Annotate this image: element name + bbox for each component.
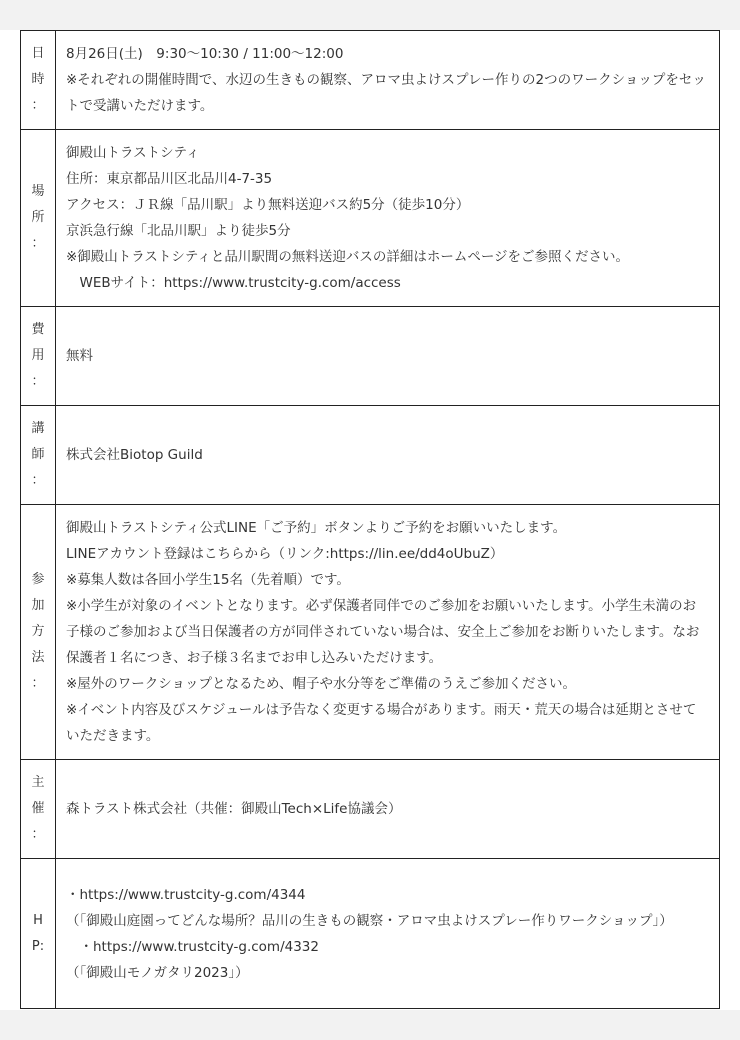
row-fee	[21, 307, 720, 406]
join-schedule-change-note: ※イベント内容及びスケジュールは予告なく変更する場合があります。雨天・荒天の場合は延期とさせていただきます。	[66, 702, 697, 744]
content-datetime	[56, 31, 720, 130]
organizer-name: 森トラスト株式会社（共催：御殿山Tech×Life協議会）	[66, 801, 402, 817]
venue-access-jr: アクセス：ＪＲ線「品川駅」より無料送迎バス約5分（徒歩10分）	[66, 197, 470, 213]
content-organizer	[56, 760, 720, 859]
row-how-to-join	[21, 505, 720, 760]
join-outdoor-note: ※屋外のワークショップとなるため、帽子や水分等をご準備のうえご参加ください。	[66, 676, 577, 692]
fee-value: 無料	[66, 348, 93, 364]
label-venue: 場 所 ：	[21, 130, 56, 307]
venue-name: 御殿山トラストシティ	[66, 145, 200, 161]
venue-bus-note: ※御殿山トラストシティと品川駅間の無料送迎バスの詳細はホームページをご参照ください。	[66, 249, 630, 265]
join-line-account-link[interactable]: LINEアカウント登録はこちらから（リンク:https://lin.ee/dd4oUbuZ）	[66, 546, 504, 562]
row-datetime	[21, 31, 720, 130]
content-venue	[56, 130, 720, 307]
content-homepage	[56, 859, 720, 1009]
homepage-link-4332[interactable]: ・https://www.trustcity-g.com/4332	[66, 938, 319, 955]
content-how-to-join	[56, 505, 720, 760]
join-capacity: ※募集人数は各回小学生15名（先着順）です。	[66, 572, 350, 588]
venue-address: 住所：東京都品川区北品川4-7-35	[66, 171, 273, 187]
content-fee	[56, 307, 720, 406]
homepage-link-4332-title: （「御殿山モノガタリ2023」）	[66, 964, 249, 981]
row-organizer	[21, 760, 720, 859]
venue-website-link[interactable]: WEBサイト：https://www.trustcity-g.com/access	[66, 275, 401, 291]
datetime-schedule: 8月26日(土) 9:30〜10:30 / 11:00〜12:00	[66, 46, 344, 62]
content-instructor	[56, 406, 720, 505]
row-instructor	[21, 406, 720, 505]
row-homepage	[21, 859, 720, 1009]
label-fee: 費 用 ：	[21, 307, 56, 406]
document-page	[0, 30, 740, 1010]
datetime-note: ※それぞれの開催時間で、水辺の生きもの観察、アロマ虫よけスプレー作りの2つのワークショップをセットで受講いただけます。	[66, 72, 706, 114]
label-instructor: 講 師 ：	[21, 406, 56, 505]
label-datetime: 日 時 ：	[21, 31, 56, 130]
label-organizer: 主 催 ：	[21, 760, 56, 859]
join-line-reservation: 御殿山トラストシティ公式LINE「ご予約」ボタンよりご予約をお願いいたします。	[66, 520, 567, 536]
venue-access-keikyu: 京浜急行線「北品川駅」より徒歩5分	[66, 223, 291, 239]
event-info-table	[20, 30, 720, 1009]
label-how-to-join: 参 加 方 法 ：	[21, 505, 56, 760]
homepage-link-4344-title: （「御殿山庭園ってどんな場所？品川の生きもの観察・アロマ虫よけスプレー作りワークショップ」）	[66, 912, 673, 929]
join-guardian-note: ※小学生が対象のイベントとなります。必ず保護者同伴でのご参加をお願いいたします。小学生未満のお子様のご参加および当日保護者の方が同伴されていない場合は、安全上ご参加をお断りいたします。なお保護者１名につき、お子様３名までお申し込みいただけます。	[66, 598, 700, 666]
instructor-name: 株式会社Biotop Guild	[66, 447, 203, 463]
homepage-link-4344[interactable]: ・https://www.trustcity-g.com/4344	[66, 886, 306, 903]
row-venue	[21, 130, 720, 307]
label-homepage: H P:	[21, 859, 56, 1009]
